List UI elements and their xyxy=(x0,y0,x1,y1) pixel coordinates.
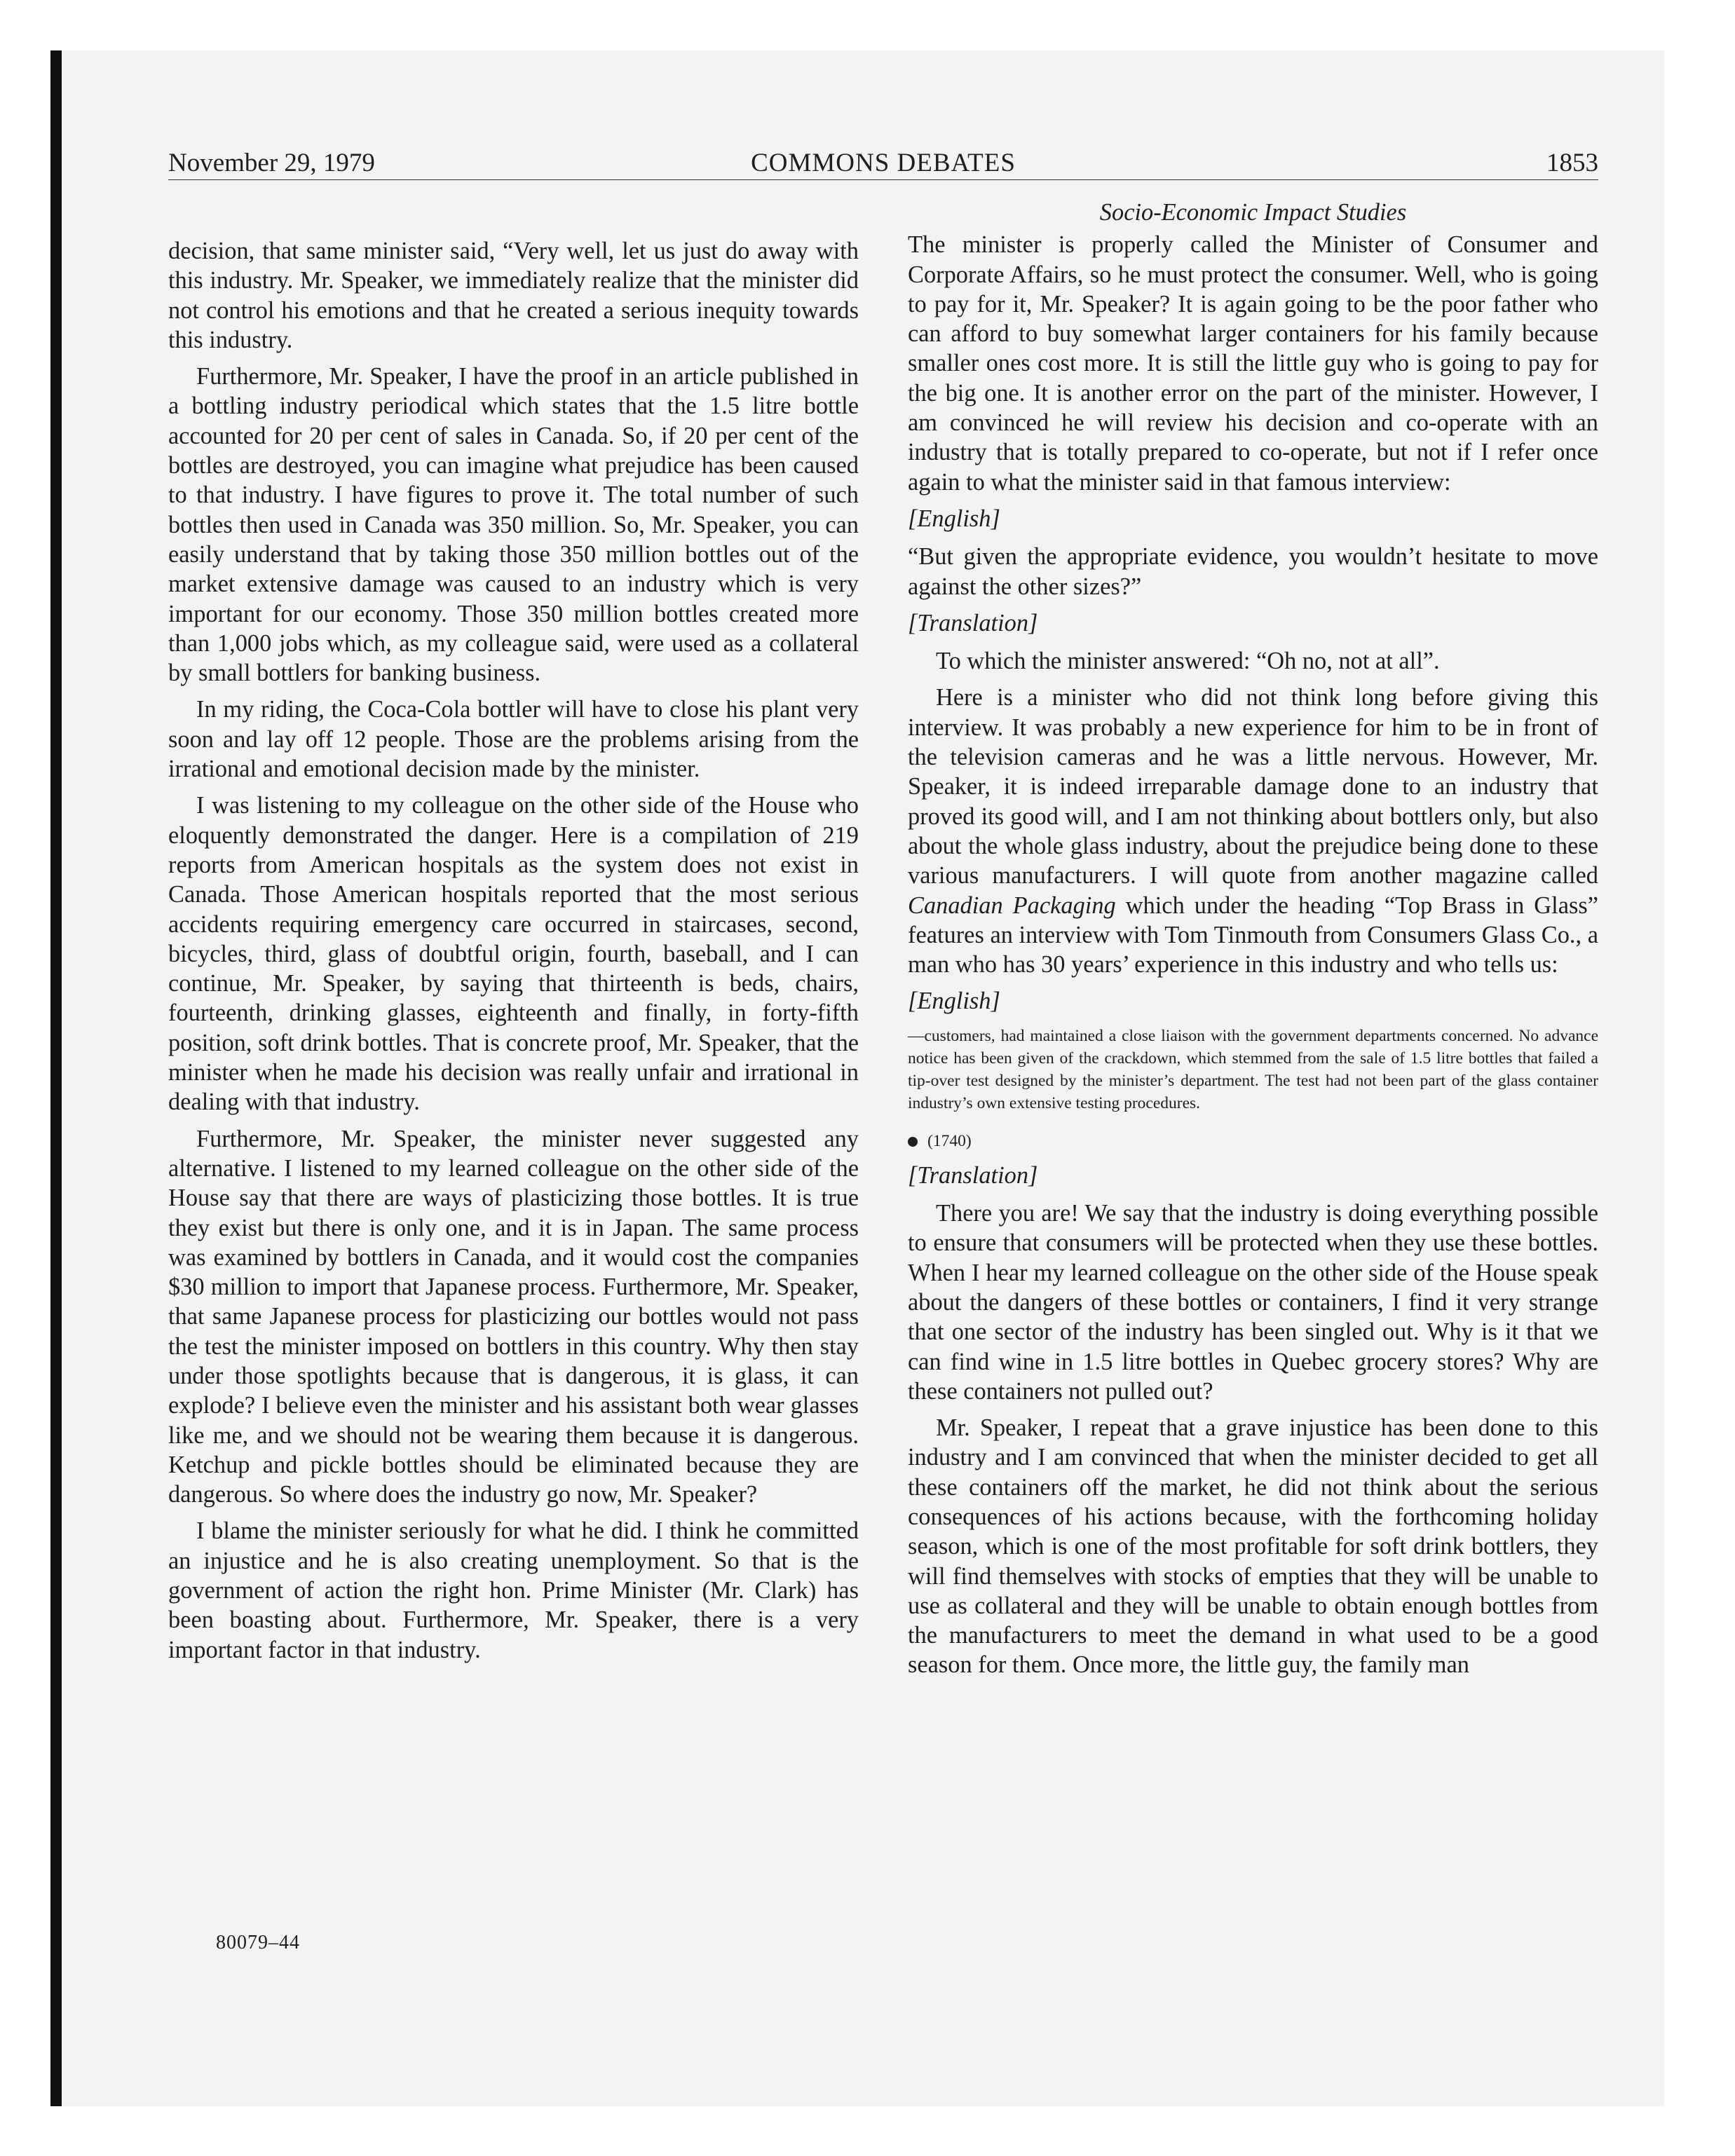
header-date: November 29, 1979 xyxy=(168,149,375,177)
right-column xyxy=(908,198,1598,1687)
page-number: 1853 xyxy=(1546,149,1598,177)
text-run: which under the heading “Top Brass in Glass” features an interview with Tom Tinmouth from Consumers Glass Co., a man who has 30 years’ experience in this industry and who tells us: xyxy=(908,892,1598,978)
time-stamp xyxy=(908,1130,1598,1152)
magazine-title: Canadian Packaging xyxy=(908,892,1116,919)
paragraph: I was listening to my colleague on the other side of the House who eloquently demonstrated the danger. Here is a compilation of 219 reports from American hospitals as the system does not exist in Canada. Those American hospitals reported that the most serious accidents requiring emergency care occurred in staircases, second, bicycles, third, glass of doubtful origin, fourth, baseball, and I can continue, Mr. Speaker, by saying that thirteenth is beds, chairs, fourteenth, drinking glasses, eighteenth and finally, in forty-fifth position, soft drink bottles. That is concrete proof, Mr. Speaker, that the minister when he made his decision was really unfair and irrational in dealing with that industry. xyxy=(168,792,859,1116)
page xyxy=(168,0,1598,2156)
language-marker: [English] xyxy=(908,988,1000,1015)
bullet-icon xyxy=(908,1137,918,1147)
language-marker: [English] xyxy=(908,505,1000,532)
paragraph: There you are! We say that the industry is doing everything possible to ensure that consumers will be protected when they use these bottles. When I hear my learned colleague on the other side of the House speak about the dangers of these bottles or containers, I find it very strange that one sector of the industry has been singled out. Why is it that we can find wine in 1.5 litre bottles in Quebec grocery stores? Why are these containers not pulled out? xyxy=(908,1200,1598,1405)
header-title: COMMONS DEBATES xyxy=(751,149,1016,177)
footer-code: 80079–44 xyxy=(216,1932,300,1953)
paragraph: In my riding, the Coca-Cola bottler will have to close his plant very soon and lay off 12 people. Those are the problems arising from the irrational and emotional decision made by the minister. xyxy=(168,696,859,783)
binding-edge xyxy=(50,50,62,2106)
paragraph: decision, that same minister said, “Very well, let us just do away with this industry. Mr. Speaker, we immediately realize that the minister did not control his emotions and that he created a serious inequity towards this industry. xyxy=(168,238,859,353)
quoted-question: “But given the appropriate evidence, you wouldn’t hesitate to move against the other sizes?” xyxy=(908,543,1598,600)
paragraph: The minister is properly called the Minister of Consumer and Corporate Affairs, so he must protect the consumer. Well, who is going to pay for it, Mr. Speaker? It is again going to be the poor father who can afford to buy somewhat larger containers for his family because smaller ones cost more. It is still the little guy who is going to pay for the big one. It is another error on the part of the minister. However, I am convinced he will review his decision and co-operate with an industry that is totally prepared to co-operate, but not if I refer once again to what the minister said in that famous interview: xyxy=(908,231,1598,496)
paragraph: I blame the minister seriously for what he did. I think he committed an injustice and he is also creating unemployment. So that is the government of action the right hon. Prime Minister (Mr. Clark) has been boasting about. Furthermore, Mr. Speaker, there is a very important factor in that industry. xyxy=(168,1517,859,1663)
paragraph: Furthermore, Mr. Speaker, the minister never suggested any alternative. I listened to my learned colleague on the other side of the House say that there are ways of plasticizing those bottles. It is true they exist but there is only one, and it is in Japan. The same process was examined by bottlers in Canada, and it would cost the companies $30 million to import that Japanese process. Furthermore, Mr. Speaker, that same Japanese process for plasticizing our bottles would not pass the test the minister imposed on bottlers in this country. Why then stay under those spotlights because that is dangerous, it is glass, it can explode? I believe even the minister and his assistant both wear glasses like me, and we should not be wearing them because it is dangerous. Ketchup and pickle bottles should be eliminated because they are dangerous. So where does the industry go now, Mr. Speaker? xyxy=(168,1125,859,1508)
language-marker: [Translation] xyxy=(908,1161,1038,1189)
section-heading: Socio-Economic Impact Studies xyxy=(1099,199,1407,226)
language-marker: [Translation] xyxy=(908,609,1038,636)
time-text: (1740) xyxy=(927,1131,972,1150)
paragraph: Furthermore, Mr. Speaker, I have the proof in an article published in a bottling industry periodical which states that the 1.5 litre bottle accounted for 20 per cent of sales in Canada. So, if 20 per cent of the bottles are destroyed, you can imagine what prejudice has been caused to that industry. I have figures to prove it. The total number of such bottles then used in Canada was 350 million. So, Mr. Speaker, you can easily understand that by taking those 350 million bottles out of the market extensive damage was caused to an industry which is very important for our economy. Those 350 million bottles created more than 1,000 jobs which, as my colleague said, were used as a collateral by small bottlers for banking business. xyxy=(168,363,859,687)
paragraph: To which the minister answered: “Oh no, not at all”. xyxy=(936,648,1440,675)
block-quote: —customers, had maintained a close liaison with the government departments concerned. No advance notice has been given of the crackdown, which stemmed from the sale of 1.5 litre bottles that failed a tip-over test designed by the minister’s department. The test had not been part of the glass container industry’s own extensive testing procedures. xyxy=(908,1026,1598,1112)
left-column xyxy=(168,236,859,1672)
paragraph xyxy=(908,683,1598,979)
paragraph: Mr. Speaker, I repeat that a grave injustice has been done to this industry and I am convinced that when the minister decided to get all these containers off the market, he did not think about the serious consequences of his actions because, with the forthcoming holiday season, which is one of the most profitable for soft drink bottlers, they will find themselves with stocks of empties that they will be unable to use as collateral and they will be unable to obtain enough bottles from the manufacturers to meet the demand in what used to be a good season for them. Once more, the little guy, the family man xyxy=(908,1414,1598,1679)
running-header xyxy=(168,147,1598,180)
text-run: Here is a minister who did not think long before giving this interview. It was probably a new experience for him to be in front of the television cameras and he was a little nervous. However, Mr. Speaker, it is indeed irreparable damage done to an industry that proved its good will, and I am not thinking about bottlers only, but also about the whole glass industry, about the prejudice being done to these various manufacturers. I will quote from another magazine called xyxy=(908,684,1598,889)
